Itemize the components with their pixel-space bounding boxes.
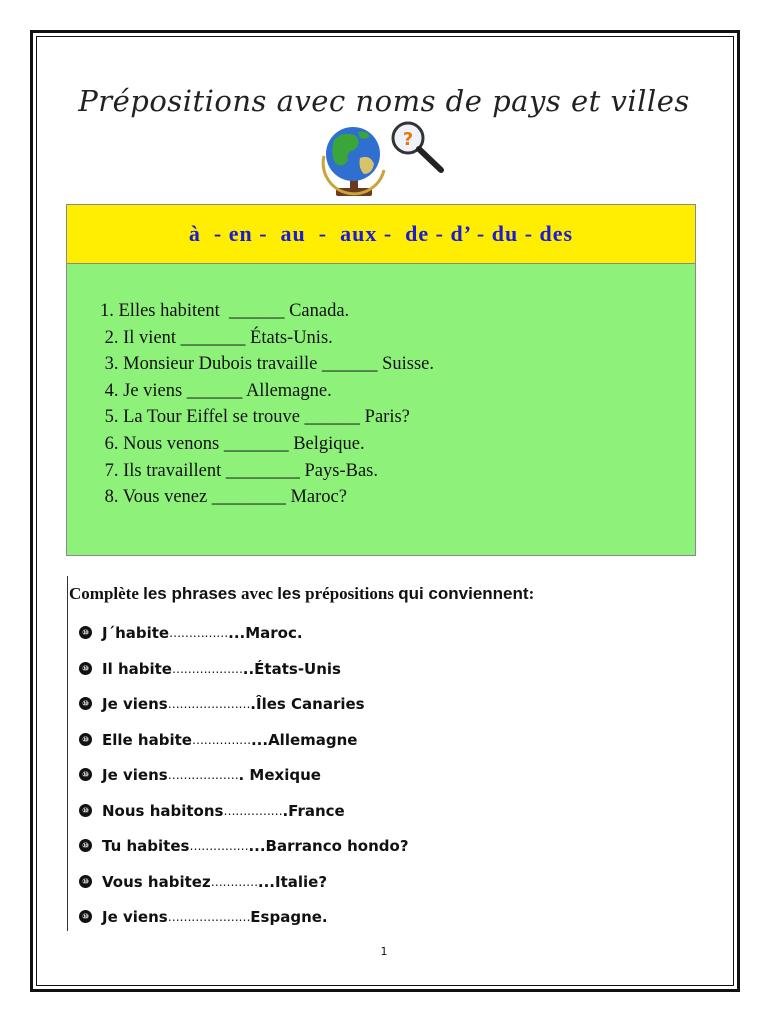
exercise-2-instruction: [69, 584, 534, 604]
answer-blank: ………………: [167, 768, 239, 782]
bullet-icon: ⑩: [79, 697, 92, 710]
list-item: [79, 835, 409, 871]
list-item: 3. Monsieur Dubois travaille ______ Suisse.: [100, 354, 435, 375]
answer-blank: ……………: [189, 839, 249, 853]
list-item: [79, 871, 409, 907]
answer-blank: ………………: [171, 661, 243, 676]
list-item: [79, 658, 409, 694]
exercise-1-list: [100, 298, 434, 511]
list-item: 4. Je viens ______ Allemagne.: [100, 380, 332, 401]
page-title: Prépositions avec noms de pays et villes: [78, 84, 690, 118]
prepositions-banner: [66, 204, 696, 264]
exercise-2-list: [79, 622, 409, 942]
question-mark-icon: ?: [402, 129, 414, 150]
answer-blank: ……………: [169, 626, 229, 640]
answer-blank: …………: [210, 874, 258, 889]
list-item: 7. Ils travaillent ________ Pays-Bas.: [100, 460, 378, 481]
bullet-icon: ⑩: [79, 910, 92, 923]
bullet-icon: ⑩: [79, 768, 92, 781]
section-divider-line: [67, 576, 68, 931]
sentence-end: Espagne.: [250, 908, 328, 926]
instruction-part: les phrases: [143, 584, 237, 603]
sentence-end: ..États-Unis: [242, 659, 341, 678]
globe-stand-stem: [350, 180, 358, 190]
sentence-start: Tu habites: [102, 837, 190, 855]
sentence-start: Vous habitez: [102, 872, 211, 891]
sentence-start: Elle habite: [102, 730, 192, 749]
prepositions-list: à - en - au - aux - de - d’ - du - des: [188, 221, 574, 246]
sentence-end: .France: [282, 801, 345, 820]
bullet-icon: ⑩: [79, 626, 92, 639]
list-item: 8. Vous venez ________ Maroc?: [100, 487, 347, 508]
list-item: 2. Il vient _______ États-Unis.: [100, 327, 333, 348]
list-item: [79, 906, 409, 942]
list-item: [79, 693, 409, 729]
answer-blank: ……………: [191, 732, 251, 747]
list-item: [79, 622, 409, 658]
instruction-part: avec: [236, 584, 278, 603]
bullet-icon: ⑩: [79, 733, 92, 746]
sentence-end: . Mexique: [238, 766, 321, 784]
sentence-end: ...Maroc.: [228, 624, 303, 642]
list-item: 5. La Tour Eiffel se trouve ______ Paris?: [100, 407, 410, 428]
bullet-icon: ⑩: [79, 662, 92, 675]
sentence-start: Nous habitons: [102, 801, 224, 820]
instruction-part: les: [277, 584, 301, 603]
bullet-icon: ⑩: [79, 839, 92, 852]
sentence-start: Je viens: [102, 908, 168, 926]
sentence-end: ...Barranco hondo?: [248, 837, 409, 855]
sentence-end: .Îles Canaries: [250, 695, 365, 713]
list-item: 1. Elles habitent ______ Canada.: [100, 301, 350, 321]
answer-blank: ……………: [223, 803, 283, 818]
sentence-start: Je viens: [102, 766, 168, 784]
instruction-part: :: [528, 584, 535, 603]
instruction-part: qui conviennent: [398, 584, 529, 603]
bullet-icon: ⑩: [79, 804, 92, 817]
list-item: [79, 729, 409, 765]
instruction-part: prépositions: [300, 584, 399, 603]
answer-blank: …………………: [167, 910, 251, 924]
instruction-part: Complète: [69, 584, 144, 603]
page-number: 1: [380, 945, 388, 958]
list-item: [79, 800, 409, 836]
answer-blank: …………………: [167, 697, 251, 711]
sentence-end: ...Allemagne: [250, 730, 358, 749]
list-item: [79, 764, 409, 800]
sentence-start: Je viens: [102, 695, 168, 713]
list-item: 6. Nous venons _______ Belgique.: [100, 433, 365, 454]
sentence-start: J´habite: [102, 624, 170, 642]
sentence-start: Il habite: [102, 659, 172, 678]
magnifier-handle: [419, 149, 441, 170]
globe-magnifier-icon: [298, 118, 468, 198]
sentence-end: ...Italie?: [257, 872, 328, 891]
bullet-icon: ⑩: [79, 875, 92, 888]
